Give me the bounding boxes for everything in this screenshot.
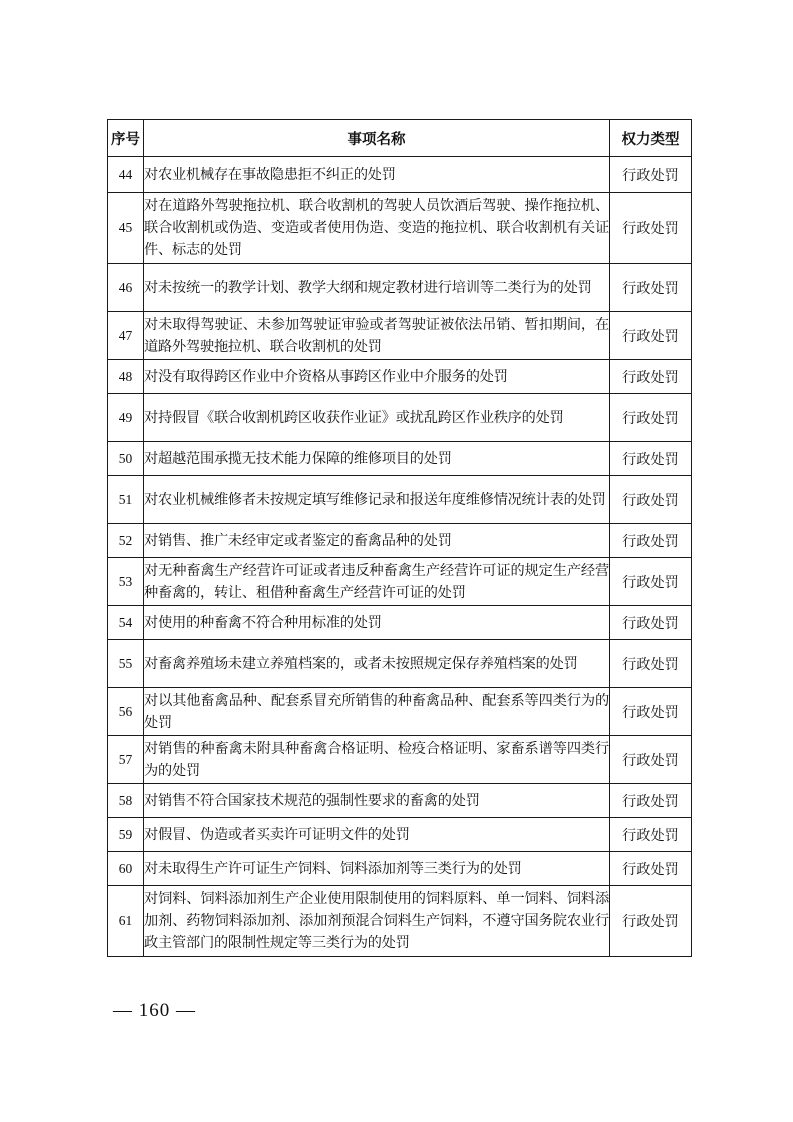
row-item-name: 对农业机械维修者未按规定填写维修记录和报送年度维修情况统计表的处罚 — [144, 476, 610, 524]
row-item-name: 对未按统一的教学计划、教学大纲和规定教材进行培训等二类行为的处罚 — [144, 264, 610, 312]
row-item-name: 对使用的种畜禽不符合种用标准的处罚 — [144, 606, 610, 640]
row-number: 46 — [108, 264, 144, 312]
row-power-type: 行政处罚 — [610, 476, 692, 524]
power-list-table — [107, 119, 692, 957]
table-row — [108, 606, 692, 640]
table-row — [108, 688, 692, 736]
row-number: 55 — [108, 640, 144, 688]
table-row — [108, 558, 692, 606]
row-power-type: 行政处罚 — [610, 193, 692, 264]
row-power-type: 行政处罚 — [610, 360, 692, 394]
row-power-type: 行政处罚 — [610, 606, 692, 640]
row-power-type: 行政处罚 — [610, 818, 692, 852]
row-power-type: 行政处罚 — [610, 852, 692, 886]
row-number: 61 — [108, 886, 144, 957]
row-item-name: 对销售、推广未经审定或者鉴定的畜禽品种的处罚 — [144, 524, 610, 558]
row-number: 45 — [108, 193, 144, 264]
row-number: 60 — [108, 852, 144, 886]
header-item-name: 事项名称 — [144, 120, 610, 157]
row-power-type: 行政处罚 — [610, 688, 692, 736]
table-row — [108, 524, 692, 558]
row-power-type: 行政处罚 — [610, 442, 692, 476]
table-row — [108, 476, 692, 524]
row-power-type: 行政处罚 — [610, 524, 692, 558]
row-power-type: 行政处罚 — [610, 640, 692, 688]
row-number: 56 — [108, 688, 144, 736]
header-number: 序号 — [108, 120, 144, 157]
row-power-type: 行政处罚 — [610, 264, 692, 312]
row-item-name: 对以其他畜禽品种、配套系冒充所销售的种畜禽品种、配套系等四类行为的处罚 — [144, 688, 610, 736]
table-row — [108, 193, 692, 264]
row-item-name: 对销售的种畜禽未附具种畜禽合格证明、检疫合格证明、家畜系谱等四类行为的处罚 — [144, 736, 610, 784]
row-power-type: 行政处罚 — [610, 886, 692, 957]
table-header-row — [108, 120, 692, 157]
row-item-name: 对畜禽养殖场未建立养殖档案的，或者未按照规定保存养殖档案的处罚 — [144, 640, 610, 688]
row-item-name: 对销售不符合国家技术规范的强制性要求的畜禽的处罚 — [144, 784, 610, 818]
row-number: 48 — [108, 360, 144, 394]
page-number: — 160 — — [113, 1000, 196, 1021]
row-number: 58 — [108, 784, 144, 818]
row-number: 51 — [108, 476, 144, 524]
table-row — [108, 264, 692, 312]
row-power-type: 行政处罚 — [610, 784, 692, 818]
row-number: 57 — [108, 736, 144, 784]
row-item-name: 对未取得生产许可证生产饲料、饲料添加剂等三类行为的处罚 — [144, 852, 610, 886]
row-item-name: 对没有取得跨区作业中介资格从事跨区作业中介服务的处罚 — [144, 360, 610, 394]
row-number: 53 — [108, 558, 144, 606]
table-row — [108, 886, 692, 957]
table-row — [108, 640, 692, 688]
row-item-name: 对无种畜禽生产经营许可证或者违反种畜禽生产经营许可证的规定生产经营种畜禽的，转让、租借种畜禽生产经营许可证的处罚 — [144, 558, 610, 606]
row-number: 44 — [108, 157, 144, 193]
table-row — [108, 784, 692, 818]
table-row — [108, 394, 692, 442]
row-item-name: 对假冒、伪造或者买卖许可证明文件的处罚 — [144, 818, 610, 852]
row-item-name: 对在道路外驾驶拖拉机、联合收割机的驾驶人员饮酒后驾驶、操作拖拉机、联合收割机或伪造、变造或者使用伪造、变造的拖拉机、联合收割机有关证件、标志的处罚 — [144, 193, 610, 264]
row-number: 50 — [108, 442, 144, 476]
row-power-type: 行政处罚 — [610, 157, 692, 193]
row-power-type: 行政处罚 — [610, 736, 692, 784]
row-number: 49 — [108, 394, 144, 442]
row-item-name: 对持假冒《联合收割机跨区收获作业证》或扰乱跨区作业秩序的处罚 — [144, 394, 610, 442]
table-body — [108, 157, 692, 957]
row-number: 47 — [108, 312, 144, 360]
table-row — [108, 852, 692, 886]
row-item-name: 对农业机械存在事故隐患拒不纠正的处罚 — [144, 157, 610, 193]
row-item-name: 对未取得驾驶证、未参加驾驶证审验或者驾驶证被依法吊销、暂扣期间，在道路外驾驶拖拉机、联合收割机的处罚 — [144, 312, 610, 360]
table-row — [108, 312, 692, 360]
table-row — [108, 442, 692, 476]
row-power-type: 行政处罚 — [610, 312, 692, 360]
table-row — [108, 157, 692, 193]
table-row — [108, 818, 692, 852]
row-item-name: 对饲料、饲料添加剂生产企业使用限制使用的饲料原料、单一饲料、饲料添加剂、药物饲料添加剂、添加剂预混合饲料生产饲料，不遵守国务院农业行政主管部门的限制性规定等三类行为的处罚 — [144, 886, 610, 957]
header-power-type: 权力类型 — [610, 120, 692, 157]
table-row — [108, 360, 692, 394]
row-item-name: 对超越范围承揽无技术能力保障的维修项目的处罚 — [144, 442, 610, 476]
table-row — [108, 736, 692, 784]
row-number: 52 — [108, 524, 144, 558]
row-number: 59 — [108, 818, 144, 852]
row-power-type: 行政处罚 — [610, 394, 692, 442]
row-number: 54 — [108, 606, 144, 640]
row-power-type: 行政处罚 — [610, 558, 692, 606]
